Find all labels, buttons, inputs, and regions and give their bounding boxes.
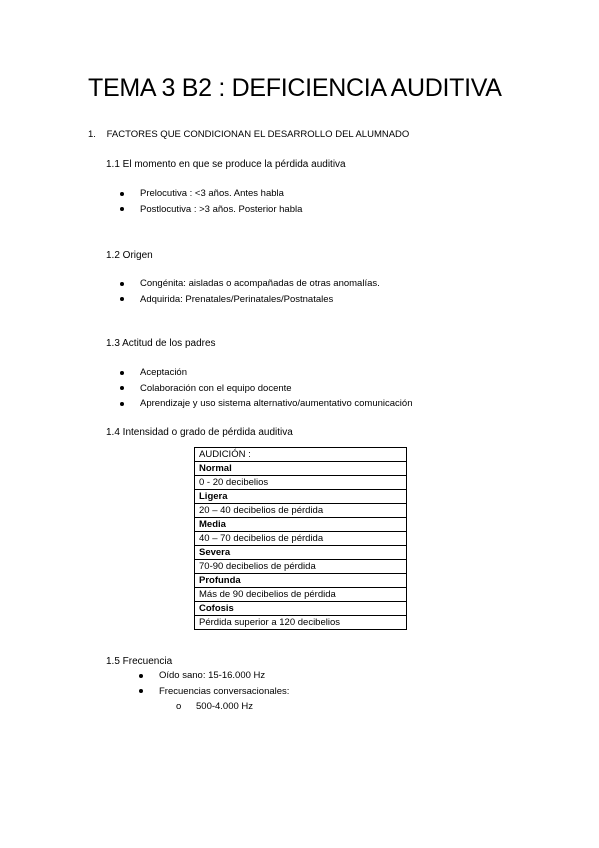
table-row <box>195 490 407 504</box>
table-row <box>195 448 407 462</box>
subsection-1-2-heading: 1.2 Origen <box>106 250 153 261</box>
subsection-1-4-heading: 1.4 Intensidad o grado de pérdida auditiva <box>106 427 293 438</box>
table-row <box>195 476 407 490</box>
table-cell: 20 – 40 decibelios de pérdida <box>195 504 407 518</box>
sub-bullet-marker: o <box>176 701 182 712</box>
table-cell: 70-90 decibelios de pérdida <box>195 560 407 574</box>
table-row <box>195 532 407 546</box>
table-row <box>195 546 407 560</box>
bullet-icon <box>139 674 143 678</box>
table-row <box>195 518 407 532</box>
table-cell: Más de 90 decibelios de pérdida <box>195 588 407 602</box>
document-title: TEMA 3 B2 : DEFICIENCIA AUDITIVA <box>88 74 502 102</box>
subsection-1-3-heading: 1.3 Actitud de los padres <box>106 338 216 349</box>
bullet-icon <box>120 402 124 406</box>
section-1-heading <box>88 129 409 140</box>
bullet-icon <box>120 297 124 301</box>
hearing-loss-table <box>194 447 407 630</box>
table-cell: Pérdida superior a 120 decibelios <box>195 616 407 630</box>
table-cell: Profunda <box>195 574 407 588</box>
table-cell: Normal <box>195 462 407 476</box>
bullet-icon <box>120 386 124 390</box>
table-row <box>195 616 407 630</box>
bullet-icon <box>120 192 124 196</box>
table-row <box>195 462 407 476</box>
table-row <box>195 504 407 518</box>
table-cell: AUDICIÓN : <box>195 448 407 462</box>
bullet-icon <box>139 689 143 693</box>
table-row <box>195 602 407 616</box>
section-1-title: FACTORES QUE CONDICIONAN EL DESARROLLO DEL ALUMNADO <box>106 129 410 140</box>
table-row <box>195 574 407 588</box>
table-cell: Cofosis <box>195 602 407 616</box>
table-cell: Ligera <box>195 490 407 504</box>
table-cell: Severa <box>195 546 407 560</box>
subsection-1-5-heading: 1.5 Frecuencia <box>106 656 173 667</box>
bullet-icon <box>120 282 124 286</box>
bullet-icon <box>120 207 124 211</box>
bullet-icon <box>120 371 124 375</box>
section-1-number: 1. <box>88 129 96 140</box>
subsection-1-1-heading: 1.1 El momento en que se produce la pérdida auditiva <box>106 159 346 170</box>
table-cell: 0 - 20 decibelios <box>195 476 407 490</box>
table-cell: Media <box>195 518 407 532</box>
table-cell: 40 – 70 decibelios de pérdida <box>195 532 407 546</box>
table-row <box>195 560 407 574</box>
table-row <box>195 588 407 602</box>
